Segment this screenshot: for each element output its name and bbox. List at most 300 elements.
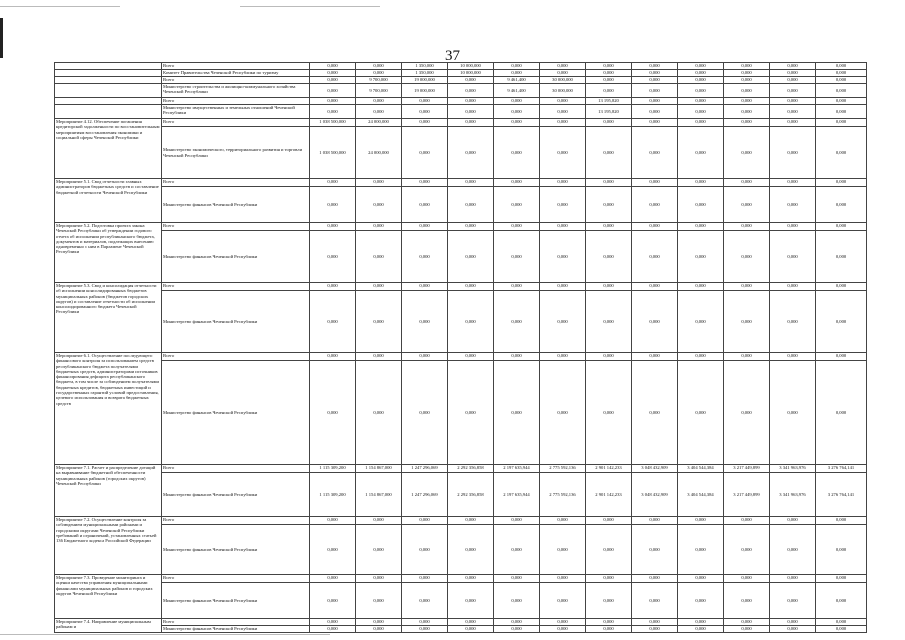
measure-cell: Мероприятие 7.3. Проведение мониторинга и оценки качества управления муниципальными финансами муниципальных районов и городских округов Чеченской Республики xyxy=(55,575,162,619)
value-cell: 0,000 xyxy=(310,626,356,633)
executor-cell: Министерство финансов Чеченской Республики xyxy=(162,525,310,575)
value-cell: 9 461,400 xyxy=(494,84,540,98)
value-cell: 0,000 xyxy=(356,575,402,583)
value-cell: 0,000 xyxy=(356,353,402,361)
value-cell: 0,000 xyxy=(402,291,448,353)
value-cell: 0,000 xyxy=(540,70,586,77)
value-cell: 0,000 xyxy=(402,127,448,179)
value-cell: 0,000 xyxy=(678,283,724,291)
value-cell: 0,000 xyxy=(724,361,770,465)
value-cell: 0,000 xyxy=(356,283,402,291)
value-cell: 0,000 xyxy=(816,98,867,105)
executor-cell: Всего xyxy=(162,619,310,626)
value-cell: 0,000 xyxy=(770,619,816,626)
scan-artifact-top-2 xyxy=(240,6,380,7)
value-cell: 0,000 xyxy=(356,517,402,525)
value-cell: 0,000 xyxy=(586,119,632,127)
value-cell: 0,000 xyxy=(724,105,770,119)
value-cell: 0,000 xyxy=(586,283,632,291)
table-row xyxy=(55,179,867,187)
value-cell: 0,000 xyxy=(678,361,724,465)
value-cell: 0,000 xyxy=(356,583,402,619)
value-cell: 0,000 xyxy=(770,98,816,105)
value-cell: 24 000,000 xyxy=(356,127,402,179)
value-cell: 0,000 xyxy=(632,119,678,127)
value-cell: 0,000 xyxy=(586,619,632,626)
executor-cell: Всего xyxy=(162,119,310,127)
value-cell: 0,000 xyxy=(448,223,494,231)
table-row xyxy=(55,465,867,473)
value-cell: 0,000 xyxy=(540,619,586,626)
value-cell: 0,000 xyxy=(494,583,540,619)
value-cell: 0,000 xyxy=(816,291,867,353)
value-cell: 0,000 xyxy=(816,361,867,465)
value-cell: 0,000 xyxy=(632,517,678,525)
value-cell: 0,000 xyxy=(724,619,770,626)
value-cell: 0,000 xyxy=(310,619,356,626)
executor-cell: Министерство финансов Чеченской Республики xyxy=(162,361,310,465)
executor-cell: Всего xyxy=(162,465,310,473)
value-cell: 19 000,000 xyxy=(402,84,448,98)
value-cell: 0,000 xyxy=(586,291,632,353)
value-cell: 0,000 xyxy=(310,70,356,77)
value-cell: 0,000 xyxy=(402,626,448,633)
executor-cell: Министерство финансов Чеченской Республики xyxy=(162,473,310,517)
table-row xyxy=(55,223,867,231)
executor-cell: Министерство финансов Чеченской Республики xyxy=(162,291,310,353)
table-row xyxy=(55,353,867,361)
value-cell: 0,000 xyxy=(356,98,402,105)
measure-cell xyxy=(55,70,162,77)
executor-cell: Всего xyxy=(162,179,310,187)
value-cell: 0,000 xyxy=(448,283,494,291)
value-cell: 0,000 xyxy=(724,98,770,105)
value-cell: 0,000 xyxy=(770,63,816,70)
table-row xyxy=(55,105,867,119)
value-cell: 2 197 635,944 xyxy=(494,473,540,517)
value-cell: 0,000 xyxy=(816,223,867,231)
value-cell: 0,000 xyxy=(310,361,356,465)
value-cell: 0,000 xyxy=(816,77,867,84)
table-row xyxy=(55,473,867,517)
value-cell: 0,000 xyxy=(632,63,678,70)
value-cell: 0,000 xyxy=(448,179,494,187)
value-cell: 0,000 xyxy=(816,105,867,119)
value-cell: 0,000 xyxy=(310,291,356,353)
value-cell: 0,000 xyxy=(402,223,448,231)
value-cell: 0,000 xyxy=(724,119,770,127)
value-cell: 1 247 296,069 xyxy=(402,473,448,517)
value-cell: 0,000 xyxy=(678,119,724,127)
value-cell: 30 000,000 xyxy=(540,84,586,98)
measure-cell: Мероприятие 5.1. Свод отчетности главных администраторов бюджетных средств и составление бюджетной отчетности Чеченской Республики xyxy=(55,179,162,223)
value-cell: 0,000 xyxy=(678,77,724,84)
executor-cell: Всего xyxy=(162,77,310,84)
table-row xyxy=(55,361,867,465)
value-cell: 9 700,000 xyxy=(356,77,402,84)
value-cell: 0,000 xyxy=(356,105,402,119)
value-cell: 0,000 xyxy=(632,70,678,77)
value-cell: 0,000 xyxy=(586,179,632,187)
value-cell: 0,000 xyxy=(310,583,356,619)
value-cell: 0,000 xyxy=(540,223,586,231)
executor-cell: Министерство финансов Чеченской Республики xyxy=(162,231,310,283)
value-cell: 0,000 xyxy=(632,619,678,626)
table-row xyxy=(55,98,867,105)
table-row xyxy=(55,119,867,127)
value-cell: 0,000 xyxy=(402,619,448,626)
value-cell: 0,000 xyxy=(724,283,770,291)
measure-cell: Мероприятие 6.1. Осуществление последующего финансового контроля за использованием средств республиканского бюджета получателями бюджетных средств, администраторами источников финансирования дефицита республиканского бюджета, в том числе за соблюдением получателями бюджетных кредитов, бюджетных инвестиций и государственных гарантий условий предоставления, целевого использования и возврата бюджетных средств xyxy=(55,353,162,465)
value-cell: 0,000 xyxy=(770,179,816,187)
value-cell: 0,000 xyxy=(678,626,724,633)
value-cell: 2 197 635,944 xyxy=(494,465,540,473)
value-cell: 0,000 xyxy=(586,231,632,283)
value-cell: 0,000 xyxy=(494,353,540,361)
value-cell: 0,000 xyxy=(816,127,867,179)
value-cell: 0,000 xyxy=(632,291,678,353)
value-cell: 0,000 xyxy=(402,231,448,283)
value-cell: 0,000 xyxy=(632,231,678,283)
value-cell: 1 350,000 xyxy=(402,63,448,70)
value-cell: 0,000 xyxy=(770,353,816,361)
value-cell: 0,000 xyxy=(770,187,816,223)
value-cell: 0,000 xyxy=(540,525,586,575)
value-cell: 0,000 xyxy=(402,187,448,223)
value-cell: 3 404 544,384 xyxy=(678,473,724,517)
value-cell: 0,000 xyxy=(356,231,402,283)
value-cell: 0,000 xyxy=(816,283,867,291)
value-cell: 0,000 xyxy=(310,77,356,84)
value-cell: 1 115 309,200 xyxy=(310,465,356,473)
table-row xyxy=(55,63,867,70)
value-cell: 0,000 xyxy=(310,353,356,361)
value-cell: 0,000 xyxy=(540,63,586,70)
value-cell: 0,000 xyxy=(632,98,678,105)
value-cell: 0,000 xyxy=(724,127,770,179)
measure-cell xyxy=(55,84,162,98)
value-cell: 0,000 xyxy=(448,231,494,283)
value-cell: 0,000 xyxy=(632,77,678,84)
value-cell: 0,000 xyxy=(494,187,540,223)
value-cell: 0,000 xyxy=(310,517,356,525)
value-cell: 2 901 142,233 xyxy=(586,473,632,517)
value-cell: 0,000 xyxy=(724,77,770,84)
value-cell: 0,000 xyxy=(632,525,678,575)
value-cell: 0,000 xyxy=(586,70,632,77)
table-row xyxy=(55,583,867,619)
measure-cell xyxy=(55,63,162,70)
value-cell: 0,000 xyxy=(770,575,816,583)
value-cell: 0,000 xyxy=(724,223,770,231)
value-cell: 0,000 xyxy=(816,517,867,525)
value-cell: 0,000 xyxy=(816,84,867,98)
value-cell: 0,000 xyxy=(494,63,540,70)
measure-cell: Мероприятие 7.4. Направление муниципальным районам и xyxy=(55,619,162,633)
value-cell: 2 901 142,233 xyxy=(586,465,632,473)
value-cell: 0,000 xyxy=(770,283,816,291)
value-cell: 0,000 xyxy=(494,626,540,633)
value-cell: 0,000 xyxy=(632,127,678,179)
value-cell: 0,000 xyxy=(448,105,494,119)
value-cell: 0,000 xyxy=(678,223,724,231)
value-cell: 0,000 xyxy=(356,291,402,353)
value-cell: 0,000 xyxy=(632,626,678,633)
value-cell: 0,000 xyxy=(540,583,586,619)
measure-cell: Мероприятие 5.3. Свод и консолидация отчетности об исполнении консолидированных бюджетов муниципальных районов (бюджетов городских округов) и составление отчетности об исполнении консолидированного бюджета Чеченской Республики xyxy=(55,283,162,353)
value-cell: 0,000 xyxy=(540,179,586,187)
table-row xyxy=(55,525,867,575)
value-cell: 0,000 xyxy=(494,291,540,353)
table-row xyxy=(55,619,867,626)
measure-cell: Мероприятие 7.1. Расчет и распределение дотаций на выравнивание бюджетной обеспеченности муниципальных районов (городских округов) Чеченской Республики xyxy=(55,465,162,517)
value-cell: 0,000 xyxy=(540,283,586,291)
measure-cell xyxy=(55,98,162,105)
value-cell: 0,000 xyxy=(724,583,770,619)
value-cell: 0,000 xyxy=(770,517,816,525)
value-cell: 0,000 xyxy=(586,127,632,179)
value-cell: 0,000 xyxy=(448,525,494,575)
measure-cell: Мероприятие 7.2. Осуществление контроля за соблюдением муниципальными районами и городскими округами Чеченской Республики требований и ограничений, установленных статьей 136 Бюджетного кодекса Российской Федерации xyxy=(55,517,162,575)
value-cell: 0,000 xyxy=(770,127,816,179)
value-cell: 0,000 xyxy=(494,98,540,105)
executor-cell: Министерство имущественных и земельных отношений Чеченской Республики xyxy=(162,105,310,119)
table-row xyxy=(55,626,867,633)
value-cell: 0,000 xyxy=(678,84,724,98)
value-cell: 0,000 xyxy=(632,353,678,361)
value-cell: 0,000 xyxy=(402,105,448,119)
value-cell: 30 000,000 xyxy=(540,77,586,84)
value-cell: 0,000 xyxy=(494,105,540,119)
executor-cell: Всего xyxy=(162,575,310,583)
value-cell: 0,000 xyxy=(540,127,586,179)
value-cell: 0,000 xyxy=(770,583,816,619)
value-cell: 0,000 xyxy=(356,70,402,77)
value-cell: 0,000 xyxy=(448,84,494,98)
value-cell: 0,000 xyxy=(402,575,448,583)
page-number: 37 xyxy=(445,48,460,64)
value-cell: 0,000 xyxy=(724,575,770,583)
value-cell: 0,000 xyxy=(540,291,586,353)
value-cell: 0,000 xyxy=(724,187,770,223)
scan-artifact-top xyxy=(0,6,120,7)
value-cell: 0,000 xyxy=(816,63,867,70)
value-cell: 0,000 xyxy=(402,119,448,127)
value-cell: 0,000 xyxy=(586,361,632,465)
measure-cell: Мероприятие 4.12. Обеспечение погашения кредиторской задолженности по восстановительным мероприятиям восстановления экономики и социальной сферы Чеченской Республики xyxy=(55,119,162,179)
value-cell: 0,000 xyxy=(632,223,678,231)
table-row xyxy=(55,517,867,525)
value-cell: 0,000 xyxy=(448,353,494,361)
value-cell: 0,000 xyxy=(540,575,586,583)
value-cell: 0,000 xyxy=(402,283,448,291)
value-cell: 0,000 xyxy=(816,179,867,187)
value-cell: 0,000 xyxy=(632,187,678,223)
value-cell: 24 000,000 xyxy=(356,119,402,127)
value-cell: 0,000 xyxy=(678,179,724,187)
value-cell: 0,000 xyxy=(678,63,724,70)
value-cell: 0,000 xyxy=(678,291,724,353)
value-cell: 0,000 xyxy=(356,626,402,633)
value-cell: 0,000 xyxy=(494,283,540,291)
value-cell: 0,000 xyxy=(770,291,816,353)
value-cell: 3 048 432,909 xyxy=(632,465,678,473)
value-cell: 0,000 xyxy=(448,361,494,465)
value-cell: 0,000 xyxy=(356,525,402,575)
value-cell: 0,000 xyxy=(540,353,586,361)
value-cell: 10 000,000 xyxy=(448,70,494,77)
value-cell: 0,000 xyxy=(678,127,724,179)
value-cell: 0,000 xyxy=(678,525,724,575)
value-cell: 0,000 xyxy=(724,63,770,70)
value-cell: 0,000 xyxy=(402,525,448,575)
value-cell: 0,000 xyxy=(816,626,867,633)
value-cell: 0,000 xyxy=(540,187,586,223)
executor-cell: Всего xyxy=(162,283,310,291)
value-cell: 0,000 xyxy=(816,619,867,626)
value-cell: 0,000 xyxy=(678,353,724,361)
executor-cell: Всего xyxy=(162,223,310,231)
measure-cell: Мероприятие 5.2. Подготовка проекта закона Чеченской Республики об утверждении годового отчета об исполнении республиканского бюджета, документов и материалов, подлежащих внесению одновременно с ним в Парламент Чеченской Республики xyxy=(55,223,162,283)
value-cell: 3 217 449,899 xyxy=(724,465,770,473)
value-cell: 3 404 544,384 xyxy=(678,465,724,473)
value-cell: 0,000 xyxy=(540,105,586,119)
value-cell: 0,000 xyxy=(448,119,494,127)
value-cell: 1 154 867,000 xyxy=(356,473,402,517)
value-cell: 0,000 xyxy=(310,575,356,583)
executor-cell: Министерство экономического, территориального развития и торговли Чеченской Республики xyxy=(162,127,310,179)
value-cell: 0,000 xyxy=(356,361,402,465)
budget-table xyxy=(54,62,867,633)
value-cell: 0,000 xyxy=(494,525,540,575)
value-cell: 0,000 xyxy=(448,98,494,105)
table-row xyxy=(55,231,867,283)
value-cell: 0,000 xyxy=(448,619,494,626)
value-cell: 0,000 xyxy=(402,179,448,187)
value-cell: 0,000 xyxy=(678,98,724,105)
value-cell: 0,000 xyxy=(448,626,494,633)
value-cell: 0,000 xyxy=(586,223,632,231)
value-cell: 0,000 xyxy=(356,223,402,231)
value-cell: 0,000 xyxy=(586,77,632,84)
value-cell: 0,000 xyxy=(678,105,724,119)
value-cell: 0,000 xyxy=(724,84,770,98)
value-cell: 0,000 xyxy=(402,361,448,465)
value-cell: 0,000 xyxy=(678,187,724,223)
value-cell: 0,000 xyxy=(448,575,494,583)
value-cell: 0,000 xyxy=(494,119,540,127)
value-cell: 0,000 xyxy=(310,283,356,291)
value-cell: 0,000 xyxy=(310,223,356,231)
value-cell: 0,000 xyxy=(448,517,494,525)
scan-artifact-bottom xyxy=(0,634,330,635)
table-row xyxy=(55,70,867,77)
value-cell: 0,000 xyxy=(586,575,632,583)
value-cell: 2 292 356,858 xyxy=(448,465,494,473)
value-cell: 0,000 xyxy=(494,619,540,626)
measure-cell xyxy=(55,77,162,84)
value-cell: 0,000 xyxy=(816,575,867,583)
value-cell: 0,000 xyxy=(586,626,632,633)
value-cell: 0,000 xyxy=(448,127,494,179)
value-cell: 0,000 xyxy=(586,525,632,575)
value-cell: 0,000 xyxy=(724,353,770,361)
value-cell: 1 350,000 xyxy=(402,70,448,77)
value-cell: 0,000 xyxy=(586,63,632,70)
value-cell: 0,000 xyxy=(586,353,632,361)
table-body xyxy=(55,63,867,633)
value-cell: 0,000 xyxy=(586,187,632,223)
value-cell: 1 154 867,000 xyxy=(356,465,402,473)
value-cell: 0,000 xyxy=(632,575,678,583)
value-cell: 0,000 xyxy=(402,98,448,105)
value-cell: 0,000 xyxy=(494,127,540,179)
value-cell: 0,000 xyxy=(448,77,494,84)
table-row xyxy=(55,77,867,84)
executor-cell: Комитет Правительства Чеченской Республики по туризму xyxy=(162,70,310,77)
value-cell: 0,000 xyxy=(540,626,586,633)
value-cell: 0,000 xyxy=(770,84,816,98)
value-cell: 0,000 xyxy=(494,70,540,77)
value-cell: 0,000 xyxy=(310,98,356,105)
value-cell: 1 247 296,069 xyxy=(402,465,448,473)
value-cell: 0,000 xyxy=(816,583,867,619)
value-cell: 2 775 592,136 xyxy=(540,465,586,473)
value-cell: 0,000 xyxy=(494,361,540,465)
value-cell: 0,000 xyxy=(494,575,540,583)
value-cell: 0,000 xyxy=(724,517,770,525)
value-cell: 0,000 xyxy=(816,187,867,223)
value-cell: 1 038 500,000 xyxy=(310,127,356,179)
value-cell: 3 217 449,899 xyxy=(724,473,770,517)
value-cell: 0,000 xyxy=(770,223,816,231)
value-cell: 0,000 xyxy=(770,77,816,84)
value-cell: 0,000 xyxy=(770,105,816,119)
value-cell: 0,000 xyxy=(310,525,356,575)
value-cell: 9 700,000 xyxy=(356,84,402,98)
value-cell: 3 276 764,141 xyxy=(816,465,867,473)
executor-cell: Министерство финансов Чеченской Республики xyxy=(162,187,310,223)
value-cell: 0,000 xyxy=(310,187,356,223)
value-cell: 0,000 xyxy=(310,179,356,187)
executor-cell: Всего xyxy=(162,98,310,105)
value-cell: 0,000 xyxy=(448,583,494,619)
value-cell: 0,000 xyxy=(356,63,402,70)
value-cell: 0,000 xyxy=(494,179,540,187)
value-cell: 0,000 xyxy=(816,525,867,575)
value-cell: 0,000 xyxy=(632,583,678,619)
value-cell: 0,000 xyxy=(770,361,816,465)
value-cell: 1 038 500,000 xyxy=(310,119,356,127)
value-cell: 0,000 xyxy=(724,626,770,633)
executor-cell: Всего xyxy=(162,517,310,525)
value-cell: 19 000,000 xyxy=(402,77,448,84)
value-cell: 10 000,000 xyxy=(448,63,494,70)
value-cell: 0,000 xyxy=(310,63,356,70)
value-cell: 0,000 xyxy=(678,583,724,619)
value-cell: 3 048 432,909 xyxy=(632,473,678,517)
value-cell: 0,000 xyxy=(586,84,632,98)
value-cell: 1 115 309,200 xyxy=(310,473,356,517)
value-cell: 9 461,400 xyxy=(494,77,540,84)
value-cell: 0,000 xyxy=(816,119,867,127)
executor-cell: Министерство финансов Чеченской Республики xyxy=(162,583,310,619)
table-row xyxy=(55,127,867,179)
value-cell: 0,000 xyxy=(678,575,724,583)
value-cell: 0,000 xyxy=(678,231,724,283)
value-cell: 0,000 xyxy=(632,84,678,98)
value-cell: 0,000 xyxy=(402,583,448,619)
